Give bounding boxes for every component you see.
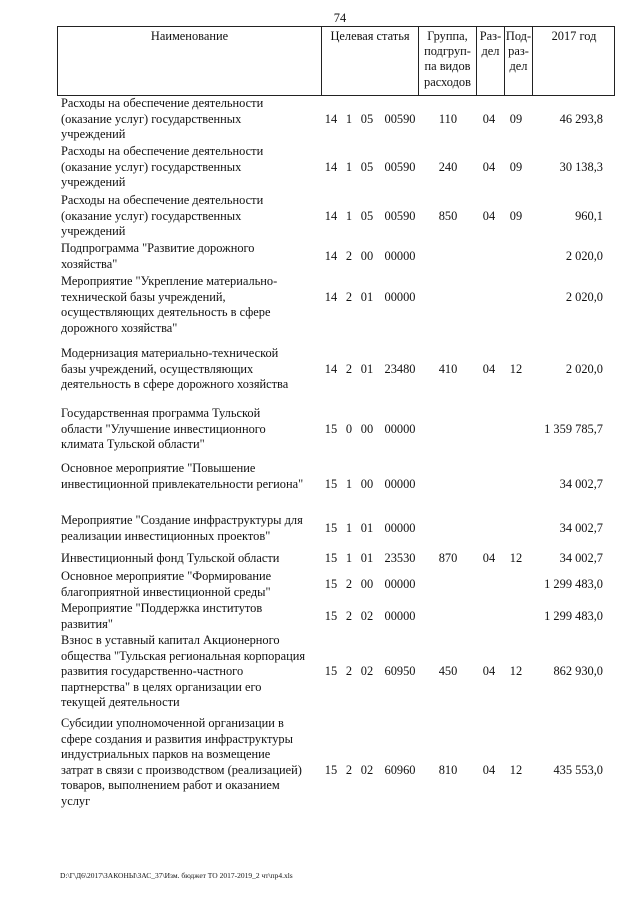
row-name-line: дорожного хозяйства": [61, 320, 178, 335]
amount-2017: 34 002,7: [559, 551, 603, 565]
code-event: 05: [360, 159, 374, 174]
row-name-line: Основное мероприятие "Формирование: [61, 569, 272, 583]
row-name-line: Государственная программа Тульской: [61, 406, 261, 420]
amount-2017: 34 002,7: [559, 476, 603, 491]
code-program: 15: [324, 421, 338, 436]
row-name-line: Расходы на обеспечение деятельности: [61, 144, 264, 158]
row-name-line: Расходы на обеспечение деятельности: [61, 193, 264, 207]
code-program: 15: [324, 608, 338, 623]
section-code: 04: [482, 551, 496, 565]
code-subprogram: 2: [345, 576, 353, 591]
row-name-line: Инвестиционный фонд Тульской области: [61, 551, 280, 565]
amount-2017: 1 359 785,7: [544, 421, 603, 436]
expense-group: 450: [438, 664, 458, 679]
row-name-line: (оказание услуг) государственных: [61, 111, 242, 126]
code-direction: 00590: [384, 111, 416, 126]
subsection-code: 09: [509, 159, 523, 174]
row-name: [61, 513, 324, 544]
code-direction: 60950: [384, 664, 416, 679]
subsection-code: 12: [509, 551, 523, 565]
row-name-line: Расходы на обеспечение деятельности: [61, 96, 264, 110]
code-subprogram: 1: [345, 476, 353, 491]
code-subprogram: 2: [345, 762, 353, 777]
code-subprogram: 2: [345, 248, 353, 263]
amount-2017: 46 293,8: [559, 111, 603, 126]
amount-2017: 960,1: [575, 208, 603, 223]
code-direction: 23480: [384, 361, 416, 376]
row-name-line: Мероприятие "Создание инфраструктуры для: [61, 513, 303, 527]
header-name: Наименование: [150, 29, 229, 43]
code-direction: 00590: [384, 159, 416, 174]
code-event: 00: [360, 421, 374, 436]
row-name: [61, 551, 324, 567]
code-direction: 00000: [384, 576, 416, 591]
code-event: 05: [360, 208, 374, 223]
code-direction: 00000: [384, 248, 416, 263]
code-subprogram: 2: [345, 289, 353, 304]
row-name-line: индустриальных парков на возмещение: [61, 747, 271, 762]
code-event: 01: [360, 520, 374, 535]
row-name-line: развития": [61, 616, 113, 631]
code-program: 14: [324, 111, 338, 126]
code-event: 02: [360, 664, 374, 679]
header-group-line: па видов: [424, 59, 471, 74]
row-name-line: реализации инвестиционных проектов": [61, 528, 271, 543]
header-group-line: расходов: [424, 74, 471, 89]
amount-2017: 862 930,0: [553, 664, 603, 679]
row-name: [61, 406, 324, 453]
amount-2017: 2 020,0: [565, 361, 603, 376]
section-code: 04: [482, 159, 496, 174]
section-code: 04: [482, 664, 496, 679]
subsection-code: 09: [509, 208, 523, 223]
amount-2017: 34 002,7: [559, 520, 603, 535]
header-year: 2017 год: [551, 29, 597, 43]
code-subprogram: 1: [345, 520, 353, 535]
code-subprogram: 1: [345, 208, 353, 223]
row-name-line: учреждений: [61, 127, 126, 142]
row-name-line: инвестиционной привлекательности региона": [61, 476, 304, 491]
header-group: [419, 29, 476, 90]
row-name: [61, 144, 324, 191]
expense-group: 870: [438, 551, 458, 565]
row-name: [61, 346, 324, 393]
header-subsection-line: Под-: [505, 29, 532, 43]
code-event: 01: [360, 289, 374, 304]
code-subprogram: 1: [345, 551, 353, 565]
section-code: 04: [482, 361, 496, 376]
row-name-line: учреждений: [61, 224, 126, 239]
row-name: [61, 461, 324, 492]
code-program: 14: [324, 208, 338, 223]
code-event: 00: [360, 248, 374, 263]
section-code: 04: [482, 762, 496, 777]
row-name-line: Субсидии уполномоченной организации в: [61, 716, 284, 730]
code-event: 05: [360, 111, 374, 126]
amount-2017: 1 299 483,0: [544, 576, 603, 591]
expense-group: 850: [438, 208, 458, 223]
row-name: [61, 601, 324, 632]
row-name: [61, 569, 324, 600]
code-subprogram: 2: [345, 361, 353, 376]
row-name-line: общества "Тульская региональная корпорация: [61, 648, 306, 663]
header-target-article: Целевая статья: [330, 29, 410, 43]
row-name: [61, 241, 324, 272]
code-program: 15: [324, 551, 338, 565]
row-name-line: партнерства" в целях организации его: [61, 679, 262, 694]
code-program: 15: [324, 762, 338, 777]
row-name-line: Мероприятие "Укрепление материально-: [61, 274, 278, 288]
header-section-line: дел: [481, 44, 500, 59]
page-number: 74: [333, 11, 347, 25]
row-name-line: благоприятной инвестиционной среды": [61, 584, 271, 599]
header-section: [477, 29, 504, 59]
row-name-line: затрат в связи с производством (реализацией): [61, 762, 302, 777]
header-subsection: [505, 29, 532, 75]
code-event: 00: [360, 576, 374, 591]
code-direction: 60960: [384, 762, 416, 777]
expense-group: 110: [438, 111, 458, 126]
table-header: [57, 26, 615, 96]
code-direction: 00000: [384, 289, 416, 304]
code-event: 01: [360, 551, 374, 565]
amount-2017: 2 020,0: [565, 289, 603, 304]
code-event: 02: [360, 608, 374, 623]
row-name-line: текущей деятельности: [61, 695, 180, 710]
row-name-line: товаров, выполнением работ и оказанием: [61, 778, 280, 793]
row-name-line: базы учреждений, осуществляющих: [61, 361, 254, 376]
expense-group: 410: [438, 361, 458, 376]
row-name: [61, 716, 324, 810]
code-direction: 00000: [384, 421, 416, 436]
subsection-code: 09: [509, 111, 523, 126]
header-subsection-line: раз-: [508, 44, 529, 59]
row-name: [61, 633, 324, 711]
amount-2017: 435 553,0: [553, 762, 603, 777]
code-direction: 00000: [384, 520, 416, 535]
section-code: 04: [482, 111, 496, 126]
row-name-line: Взнос в уставный капитал Акционерного: [61, 633, 280, 647]
code-event: 01: [360, 361, 374, 376]
code-subprogram: 2: [345, 664, 353, 679]
subsection-code: 12: [509, 664, 523, 679]
code-direction: 00590: [384, 208, 416, 223]
code-direction: 23530: [384, 551, 416, 565]
row-name-line: Мероприятие "Поддержка институтов: [61, 601, 263, 615]
code-program: 14: [324, 248, 338, 263]
code-subprogram: 1: [345, 111, 353, 126]
row-name-line: деятельность в сфере дорожного хозяйства: [61, 377, 289, 392]
code-event: 02: [360, 762, 374, 777]
row-name-line: (оказание услуг) государственных: [61, 159, 242, 174]
row-name-line: Основное мероприятие "Повышение: [61, 461, 256, 475]
amount-2017: 30 138,3: [559, 159, 603, 174]
expense-group: 240: [438, 159, 458, 174]
code-event: 00: [360, 476, 374, 491]
code-program: 14: [324, 361, 338, 376]
row-name-line: учреждений: [61, 175, 126, 190]
code-subprogram: 2: [345, 608, 353, 623]
code-subprogram: 1: [345, 159, 353, 174]
code-program: 14: [324, 289, 338, 304]
row-name-line: сфере создания и развития инфраструктуры: [61, 731, 293, 746]
code-program: 15: [324, 576, 338, 591]
row-name-line: климата Тульской области": [61, 437, 205, 452]
row-name-line: области "Улучшение инвестиционного: [61, 421, 266, 436]
row-name-line: (оказание услуг) государственных: [61, 208, 242, 223]
row-name-line: услуг: [61, 793, 91, 808]
subsection-code: 12: [509, 361, 523, 376]
header-group-line: Группа,: [427, 29, 468, 43]
code-program: 14: [324, 159, 338, 174]
row-name-line: технической базы учреждений,: [61, 289, 226, 304]
row-name-line: развития государственно-частного: [61, 664, 244, 679]
row-name: [61, 96, 324, 143]
code-program: 15: [324, 476, 338, 491]
row-name-line: хозяйства": [61, 256, 118, 271]
row-name-line: Модернизация материально-технической: [61, 346, 279, 360]
code-program: 15: [324, 520, 338, 535]
header-subsection-line: дел: [509, 59, 528, 74]
header-group-line: подгруп-: [424, 44, 471, 59]
amount-2017: 2 020,0: [565, 248, 603, 263]
code-subprogram: 0: [345, 421, 353, 436]
row-name-line: осуществляющих деятельность в сфере: [61, 305, 271, 320]
row-name-line: Подпрограмма "Развитие дорожного: [61, 241, 255, 255]
subsection-code: 12: [509, 762, 523, 777]
amount-2017: 1 299 483,0: [544, 608, 603, 623]
expense-group: 810: [438, 762, 458, 777]
section-code: 04: [482, 208, 496, 223]
file-path-footer: D:\Г\Д6\2017\ЗАКОНЫ\ЗАС_37\Изм. бюджет ТО 2017-2019_2 чт\пр4.xls: [60, 871, 293, 880]
code-direction: 00000: [384, 476, 416, 491]
row-name: [61, 274, 324, 336]
code-direction: 00000: [384, 608, 416, 623]
code-program: 15: [324, 664, 338, 679]
header-section-line: Раз-: [479, 29, 502, 43]
row-name: [61, 193, 324, 240]
